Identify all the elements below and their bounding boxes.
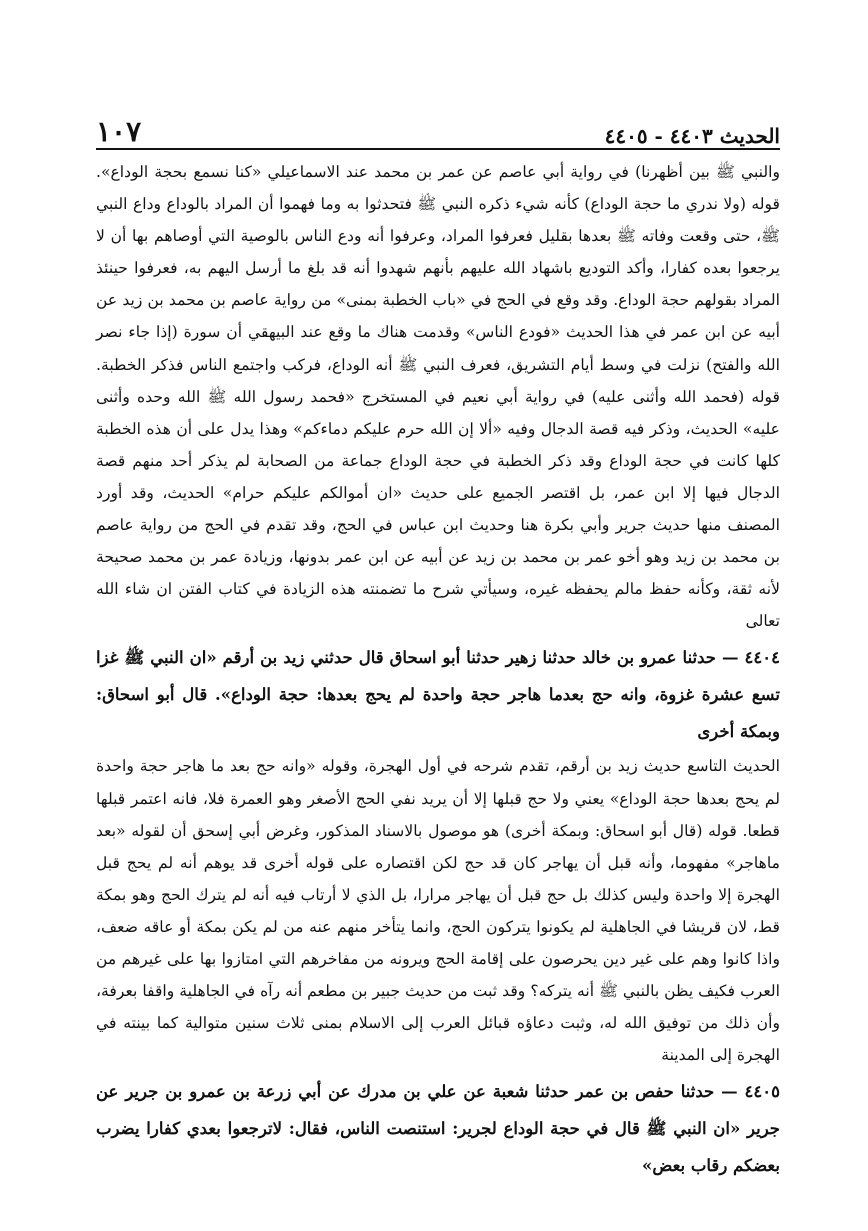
commentary-paragraph: الحديث التاسع حديث زيد بن أرقم، تقدم شرحه في أول الهجرة، وقوله «وانه حج بعد ما هاجر حجة واحدة لم يحج بعدها حجة الوداع» يعني ولا حج قبلها إلا أن يريد نفي الحج الأصغر وهو العمرة فلا، فانه اعتمر قبلها قطعا. قوله (قال أبو اسحاق: وبمكة أخرى) هو موصول بالاسناد المذكور، وغرض أبي إسحق أن لقوله «بعد ماهاجر» مفهوما، وأنه قبل أن يهاجر كان قد حج لكن اقتصاره على قوله أخرى قد يوهم أنه لم يحج قبل الهجرة إلا واحدة وليس كذلك بل حج قبل أن يهاجر مرارا، بل الذي لا أرتاب فيه أنه لم يترك الحج وهو بمكة قط، لان قريشا في الجاهلية لم يكونوا يتركون الحج، وانما يتأخر منهم عنه من لم يكن بمكة أو عاقه ضعف، واذا كانوا وهم على غير دين يحرصون على إقامة الحج ويرونه من مفاخرهم التي امتازوا بها على غيرهم من العرب فكيف يظن بالنبي ﷺ أنه يتركه؟ وقد ثبت من حديث جبير بن مطعم أنه رآه في الجاهلية واقفا بعرفة، وأن ذلك من توفيق الله له، وثبت دعاؤه قبائل العرب إلى الاسلام بمنى ثلاث سنين متوالية كما بينته في الهجرة إلى المدينة [96, 757, 780, 1065]
page-header [96, 108, 780, 148]
running-head: الحديث ٤٤٠٣ - ٤٤٠٥ [604, 124, 780, 148]
hadith-text: ٤٤٠٥ — حدثنا حفص بن عمر حدثنا شعبة عن علي بن مدرك عن أبي زرعة بن عمرو بن جرير عن جرير «ان النبي ﷺ قال في حجة الوداع لجرير: استنصت الناس، فقال: لاترجعوا بعدي كفارا يضرب بعضكم رقاب بعض» [96, 1082, 781, 1176]
page-body [96, 156, 780, 1184]
commentary-paragraph: والنبي ﷺ بين أظهرنا) في رواية أبي عاصم عن عمر بن محمد عند الاسماعيلي «كنا نسمع بحجة الوداع». قوله (ولا ندري ما حجة الوداع) كأنه شيء ذكره النبي ﷺ فتحدثوا به وما فهموا أن المراد بالوداع وداع النبي ﷺ، حتى وقعت وفاته ﷺ بعدها بقليل فعرفوا المراد، وعرفوا أنه ودع الناس بالوصية التي أوصاهم بها أن لا يرجعوا بعده كفارا، وأكد التوديع باشهاد الله عليهم بأنهم شهدوا أنه قد بلغ ما أرسل اليهم به، فعرفوا حينئذ المراد بقولهم حجة الوداع. وقد وقع في الحج في «باب الخطبة بمنى» من رواية عاصم بن محمد بن زيد عن أبيه عن ابن عمر في هذا الحديث «فودع الناس» وقدمت هناك ما وقع عند البيهقي أن سورة (إذا جاء نصر الله والفتح) نزلت في وسط أيام التشريق، فعرف النبي ﷺ أنه الوداع، فركب واجتمع الناس فذكر الخطبة. قوله (فحمد الله وأثنى عليه) في رواية أبي نعيم في المستخرج «فحمد رسول الله ﷺ الله وحده وأثنى عليه» الحديث، وذكر فيه قصة الدجال وفيه «ألا إن الله حرم عليكم دماءكم» وهذا يدل على أن هذه الخطبة كلها كانت في حجة الوداع وقد ذكر الخطبة في حجة الوداع جماعة من الصحابة لم يذكر أحد منهم قصة الدجال فيها إلا ابن عمر، بل اقتصر الجميع على حديث «ان أموالكم عليكم حرام» الحديث، وقد أورد المصنف منها حديث جرير وأبي بكرة هنا وحديث ابن عباس في الحج، وقد تقدم في الحج من رواية عاصم بن محمد بن زيد وهو أخو عمر بن محمد بن زيد عن أبيه عن ابن عمر بدونها، وزيادة عمر بن محمد صحيحة لأنه ثقة، وكأنه حفظ مالم يحفظه غيره، وسيأتي شرح ما تضمنته هذه الزيادة في كتاب الفتن ان شاء الله تعالى [96, 163, 780, 631]
page-number: ١٠٧ [96, 115, 142, 148]
hadith-text: ٤٤٠٤ — حدثنا عمرو بن خالد حدثنا زهير حدثنا أبو اسحاق قال حدثني زيد بن أرقم «ان النبي ﷺ غزا تسع عشرة غزوة، وانه حج بعدما هاجر حجة واحدة لم يحج بعدها: حجة الوداع». قال أبو اسحاق: وبمكة أخرى [96, 648, 780, 742]
header-rule [96, 148, 780, 150]
